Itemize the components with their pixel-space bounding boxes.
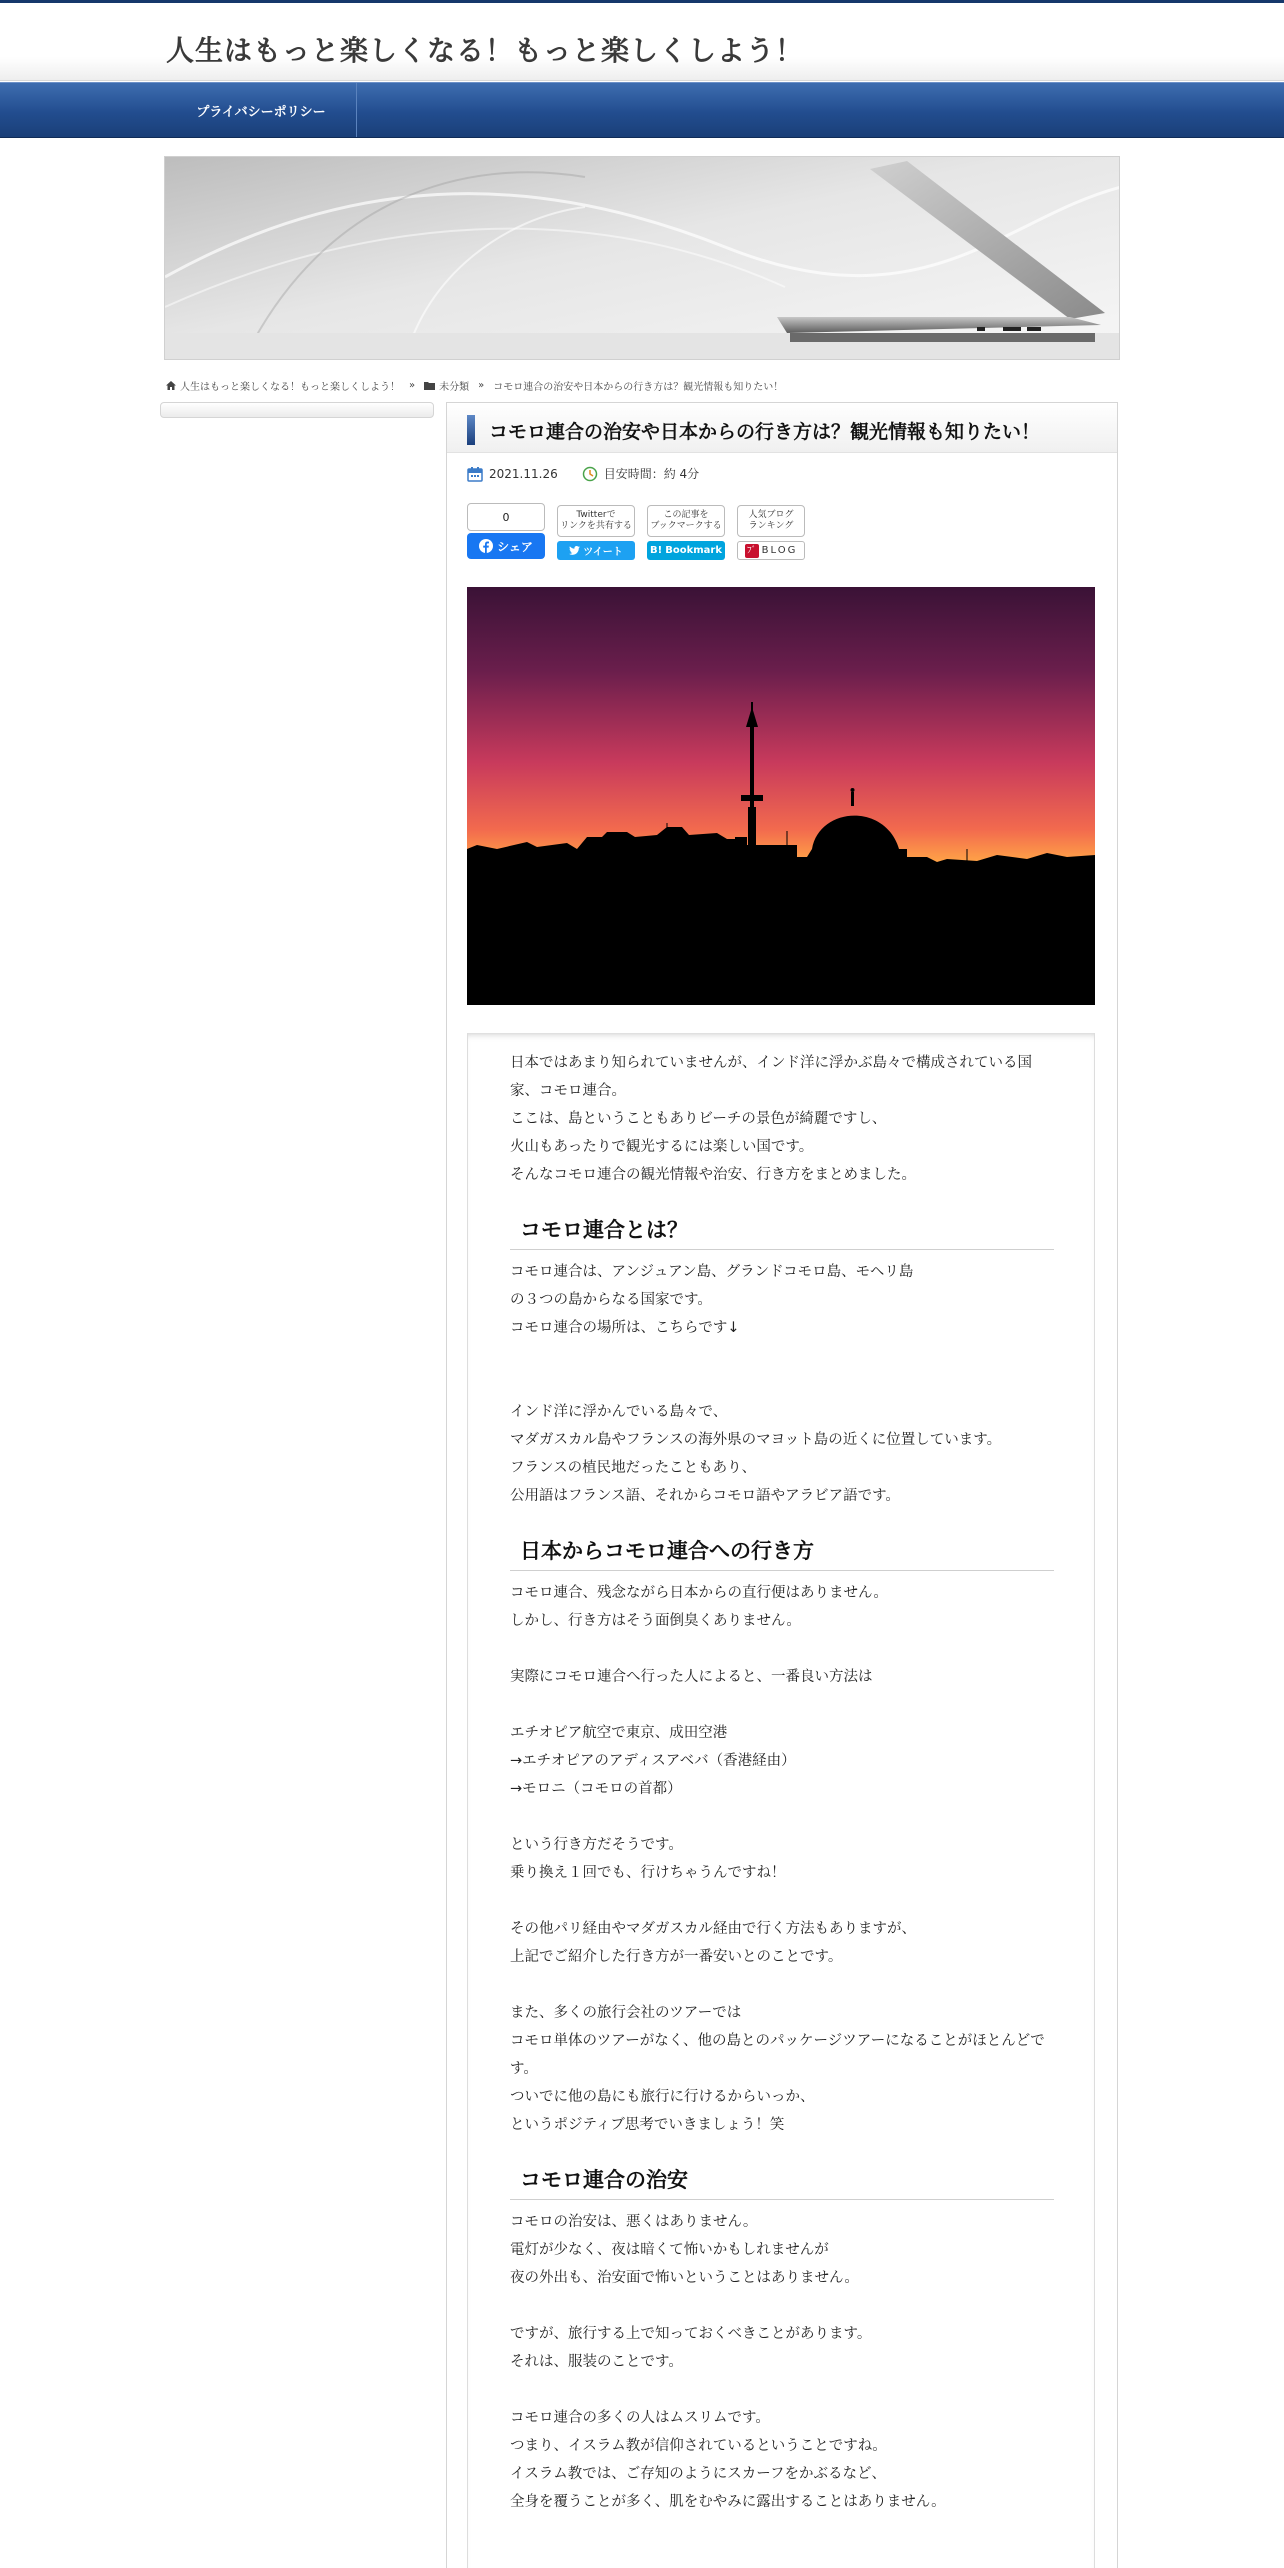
twitter-tweet-button[interactable] — [557, 541, 635, 560]
paragraph-line: 実際にコモロ連合へ行った人によると、一番良い方法は — [510, 1669, 873, 1685]
blog-box-line2: ランキング — [748, 521, 794, 531]
hatena-box-line1: この記事を — [663, 510, 709, 520]
breadcrumb-separator: » — [409, 380, 416, 391]
site-title[interactable]: 人生はもっと楽しくなる！もっと楽しくしよう！ — [166, 34, 805, 67]
article-body — [510, 1049, 1054, 2516]
intro-line: 日本ではあまり知られていませんが、インド洋に浮かぶ島々で構成されている国家、コモロ連合。 — [510, 1055, 1032, 1099]
paragraph-line: その他パリ経由やマダガスカル経由で行く方法もありますが、 — [510, 1921, 916, 1937]
paragraph-line: コモロ連合の多くの人はムスリムです。 — [510, 2410, 770, 2426]
paragraph-line: マダガスカル島やフランスの海外県のマヨット島の近くに位置しています。 — [510, 1432, 1002, 1448]
blank-line — [510, 2292, 1054, 2320]
facebook-icon — [479, 539, 493, 553]
blank-line — [510, 2376, 1054, 2404]
paragraph-line: 電灯が少なく、夜は暗くて怖いかもしれませんが — [510, 2242, 829, 2258]
paragraph-line: 公用語はフランス語、それからコモロ語やアラビア語です。 — [510, 1488, 900, 1504]
article-meta — [467, 465, 699, 482]
blog-ranking-icon: ﾌﾞ — [745, 544, 759, 558]
reading-time: 目安時間：約 4分 — [603, 467, 700, 481]
article-title: コモロ連合の治安や日本からの行き方は？観光情報も知りたい！ — [489, 421, 1041, 443]
paragraph-line: それは、服装のことです。 — [510, 2354, 683, 2370]
post-date: 2021.11.26 — [489, 466, 558, 481]
paragraph-line: コモロ連合の場所は、こちらです↓ — [510, 1320, 740, 1336]
paragraph-line: →エチオピアのアディスアベバ（香港経由） — [510, 1753, 796, 1769]
paragraph-line: ですが、旅行する上で知っておくべきことがあります。 — [510, 2326, 872, 2342]
blank-line — [510, 1887, 1054, 1915]
twitter-box-line1: Twitterで — [576, 510, 616, 520]
paragraph-line: フランスの植民地だったこともあり、 — [510, 1460, 757, 1476]
blank-line — [510, 1691, 1054, 1719]
breadcrumb-category[interactable]: 未分類 — [439, 382, 470, 393]
article-header — [447, 403, 1117, 453]
laptop-banner-graphic — [165, 157, 1120, 360]
sidebar-widget — [160, 402, 434, 418]
blank-line — [510, 1803, 1054, 1831]
paragraph-line: ついでに他の島にも旅行に行けるからいっか、 — [510, 2089, 815, 2105]
map-embed-space — [510, 1342, 1054, 1398]
paragraph-line: 上記でご紹介した行き方が一番安いとのことです。 — [510, 1949, 843, 1965]
facebook-share-count: 0 — [467, 503, 545, 531]
paragraph-line: →モロニ（コモロの首都） — [510, 1781, 682, 1797]
facebook-share — [467, 503, 545, 559]
twitter-bird-icon — [569, 546, 580, 555]
breadcrumb-separator: » — [478, 380, 485, 391]
paragraph-line: イスラム教では、ご存知のようにスカーフをかぶるなど、 — [510, 2466, 886, 2482]
paragraph-line: コモロの治安は、悪くはありません。 — [510, 2214, 758, 2230]
clock-icon — [582, 466, 598, 482]
paragraph-line: コモロ単体のツアーがなく、他の島とのパッケージツアーになることがほとんどです。 — [510, 2033, 1045, 2077]
paragraph-line: しかし、行き方はそう面倒臭くありません。 — [510, 1613, 801, 1629]
breadcrumb — [166, 378, 783, 393]
hatena-bookmark-label: Bookmark — [665, 545, 722, 556]
hatena-b-icon: B! — [650, 545, 663, 556]
blank-line — [510, 1971, 1054, 1999]
blank-line — [510, 1635, 1054, 1663]
paragraph-line: の３つの島からなる国家です。 — [510, 1292, 712, 1308]
calendar-icon — [467, 466, 483, 482]
facebook-share-button[interactable] — [467, 533, 545, 559]
breadcrumb-home[interactable]: 人生はもっと楽しくなる！もっと楽しくしよう！ — [180, 382, 400, 393]
paragraph-line: という行き方だそうです。 — [510, 1837, 683, 1853]
section-heading-safety: コモロ連合の治安 — [510, 2153, 1054, 2200]
paragraph-line: コモロ連合は、アンジュアン島、グランドコモロ島、モヘリ島 — [510, 1264, 914, 1280]
paragraph-line: コモロ連合、残念ながら日本からの直行便はありません。 — [510, 1585, 888, 1601]
twitter-share-box — [557, 505, 635, 537]
paragraph-line: インド洋に浮かんでいる島々で、 — [510, 1404, 728, 1420]
sunset-mosque-silhouette — [467, 587, 1095, 1005]
section-heading-about: コモロ連合とは？ — [510, 1203, 1054, 1250]
article-content-frame — [467, 1033, 1095, 2568]
paragraph-line: 乗り換え１回でも、行けちゃうんですね！ — [510, 1865, 786, 1881]
global-nav — [0, 82, 1284, 138]
hatena-share-box — [647, 505, 725, 537]
breadcrumb-current: コモロ連合の治安や日本からの行き方は？観光情報も知りたい！ — [493, 382, 784, 393]
hatena-box-line2: ブックマークする — [650, 521, 722, 531]
twitter-box-line2: リンクを共有する — [560, 521, 632, 531]
header-banner-image — [164, 156, 1120, 360]
facebook-share-label: シェア — [497, 539, 533, 554]
site-header — [0, 3, 1284, 81]
twitter-tweet-label: ツイート — [583, 547, 623, 558]
title-accent-bar — [467, 415, 475, 445]
blog-ranking-label: BLOG — [761, 545, 798, 556]
paragraph-line: エチオピア航空で東京、成田空港 — [510, 1725, 728, 1741]
intro-line: 火山もあったりで観光するには楽しい国です。 — [510, 1139, 814, 1155]
section-heading-access: 日本からコモロ連合への行き方 — [510, 1524, 1054, 1571]
paragraph-line: また、多くの旅行会社のツアーでは — [510, 2005, 742, 2021]
paragraph-line: 夜の外出も、治安面で怖いということはありません。 — [510, 2270, 859, 2286]
blog-box-line1: 人気ブログ — [748, 510, 794, 520]
paragraph-line: 全身を覆うことが多く、肌をむやみに露出することはありません。 — [510, 2494, 946, 2510]
paragraph-line: というポジティブ思考でいきましょう！笑 — [510, 2117, 785, 2133]
folder-icon — [424, 381, 435, 390]
blog-ranking-button[interactable] — [737, 541, 805, 560]
eyecatch-image — [467, 587, 1095, 1005]
home-icon — [166, 381, 176, 390]
intro-line: ここは、島ということもありビーチの景色が綺麗ですし、 — [510, 1111, 887, 1127]
nav-item-privacy-policy[interactable]: プライバシーポリシー — [166, 83, 357, 137]
intro-line: そんなコモロ連合の観光情報や治安、行き方をまとめました。 — [510, 1167, 916, 1183]
blog-ranking-box — [737, 505, 805, 537]
paragraph-line: つまり、イスラム教が信仰されているということですね。 — [510, 2438, 887, 2454]
article — [446, 402, 1118, 2568]
hatena-bookmark-button[interactable] — [647, 541, 725, 560]
